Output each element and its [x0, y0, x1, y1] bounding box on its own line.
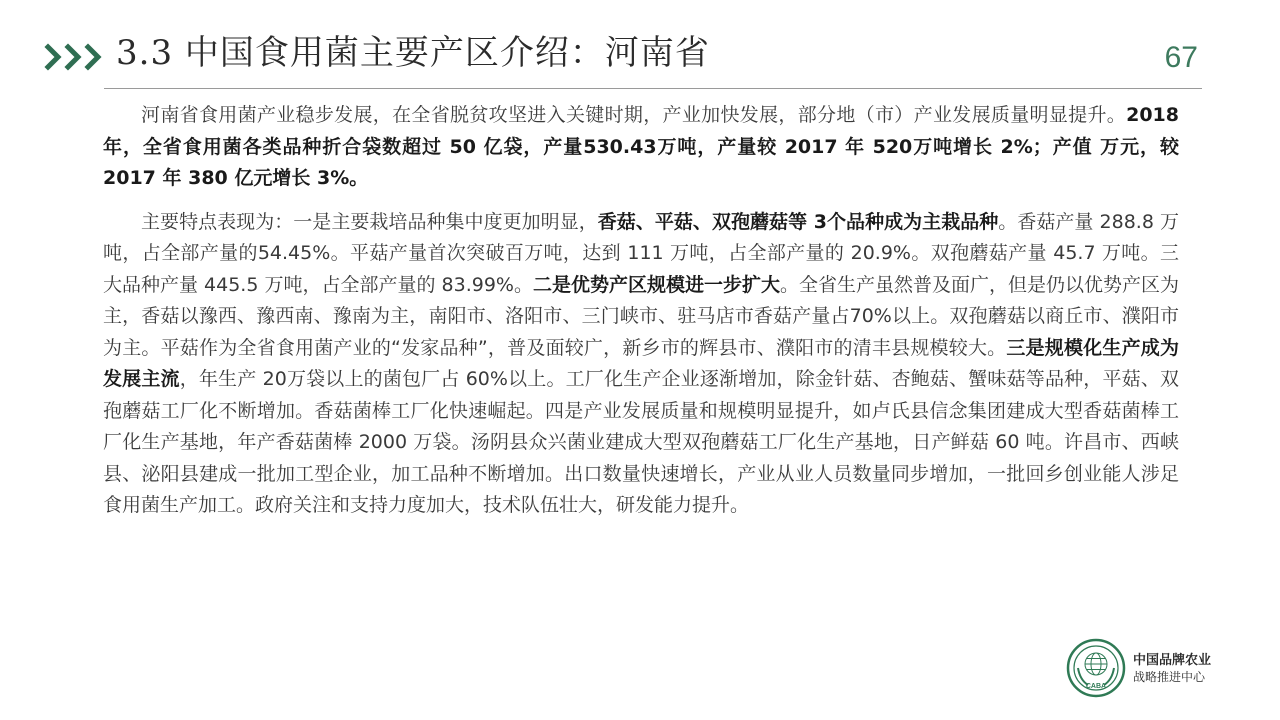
- intro-paragraph: [103, 100, 1179, 195]
- features-text-1: 主要特点表现为：一是主要栽培品种集中度更加明显，: [141, 210, 598, 233]
- features-text-4: ，年生产 20万袋以上的菌包厂占 60%以上。工厂化生产企业逐渐增加，除金针菇、杏鲍菇、蟹味菇等品种，平菇、双孢蘑菇工厂化不断增加。香菇菌棒工厂化快速崛起。四是产业发展质量和规模明显提升，如卢氏县信念集团建成大型香菇菌棒工厂化生产基地，年产香菇菌棒 2000 万袋。汤阴县众兴菌业建成大型双孢蘑菇工厂化生产基地，日产鲜菇 60 吨。许昌市、西峡县、泌阳县建成一批加工型企业，加工品种不断增加。出口数量快速增长，产业从业人员数量同步增加，一批回乡创业能人涉足食用菌生产加工。政府关注和支持力度加大，技术队伍壮大，研发能力提升。: [103, 368, 1179, 516]
- body-content: [103, 100, 1179, 522]
- page-number: 67: [1164, 41, 1198, 74]
- page-title: 3.3 中国食用菌主要产区介绍：河南省: [116, 33, 710, 73]
- features-text-3: 。全省生产虽然普及面广，但是仍以优势产区为主，香菇以豫西、豫西南、豫南为主，南阳市、洛阳市、三门峡市、驻马店市香菇产量占70%以上。双孢蘑菇以商丘市、濮阳市为主。平菇作为全省食用菌产业的“发家品种”，普及面较广，新乡市的辉县市、濮阳市的清丰县规模较大。: [103, 273, 1179, 359]
- intro-highlight: 2018 年，全省食用菌各类品种折合袋数超过 50 亿袋，产量530.43万吨，产量较 2017 年 520万吨增长 2%；产值 万元，较 2017 年 380 亿元增长 3%。: [103, 104, 1179, 189]
- caba-mark: CABA: [1085, 683, 1107, 690]
- header-divider: [104, 88, 1202, 89]
- organization-name: [1133, 652, 1211, 686]
- org-line-2: 战略推进中心: [1133, 670, 1206, 684]
- caba-emblem-icon: [1066, 638, 1126, 698]
- intro-text: 河南省食用菌产业稳步发展，在全省脱贫攻坚进入关键时期，产业加快发展，部分地（市）产业发展质量明显提升。: [141, 104, 1127, 126]
- features-highlight-3: 三是规模化生产成为发展主流: [103, 336, 1179, 390]
- features-text-2: 。香菇产量 288.8 万吨，占全部产量的54.45%。平菇产量首次突破百万吨，达到 111 万吨，占全部产量的 20.9%。双孢蘑菇产量 45.7 万吨。三大品种产量 445.5 万吨，占全部产量的 83.99%。: [103, 210, 1179, 296]
- features-paragraph: [103, 207, 1179, 522]
- triple-chevron-right-icon: [44, 42, 108, 72]
- features-highlight-1: 香菇、平菇、双孢蘑菇等 3个品种成为主栽品种: [597, 210, 999, 233]
- features-highlight-2: 二是优势产区规模进一步扩大: [532, 273, 780, 296]
- org-line-1: 中国品牌农业: [1133, 653, 1212, 668]
- slide-header: [44, 30, 1204, 88]
